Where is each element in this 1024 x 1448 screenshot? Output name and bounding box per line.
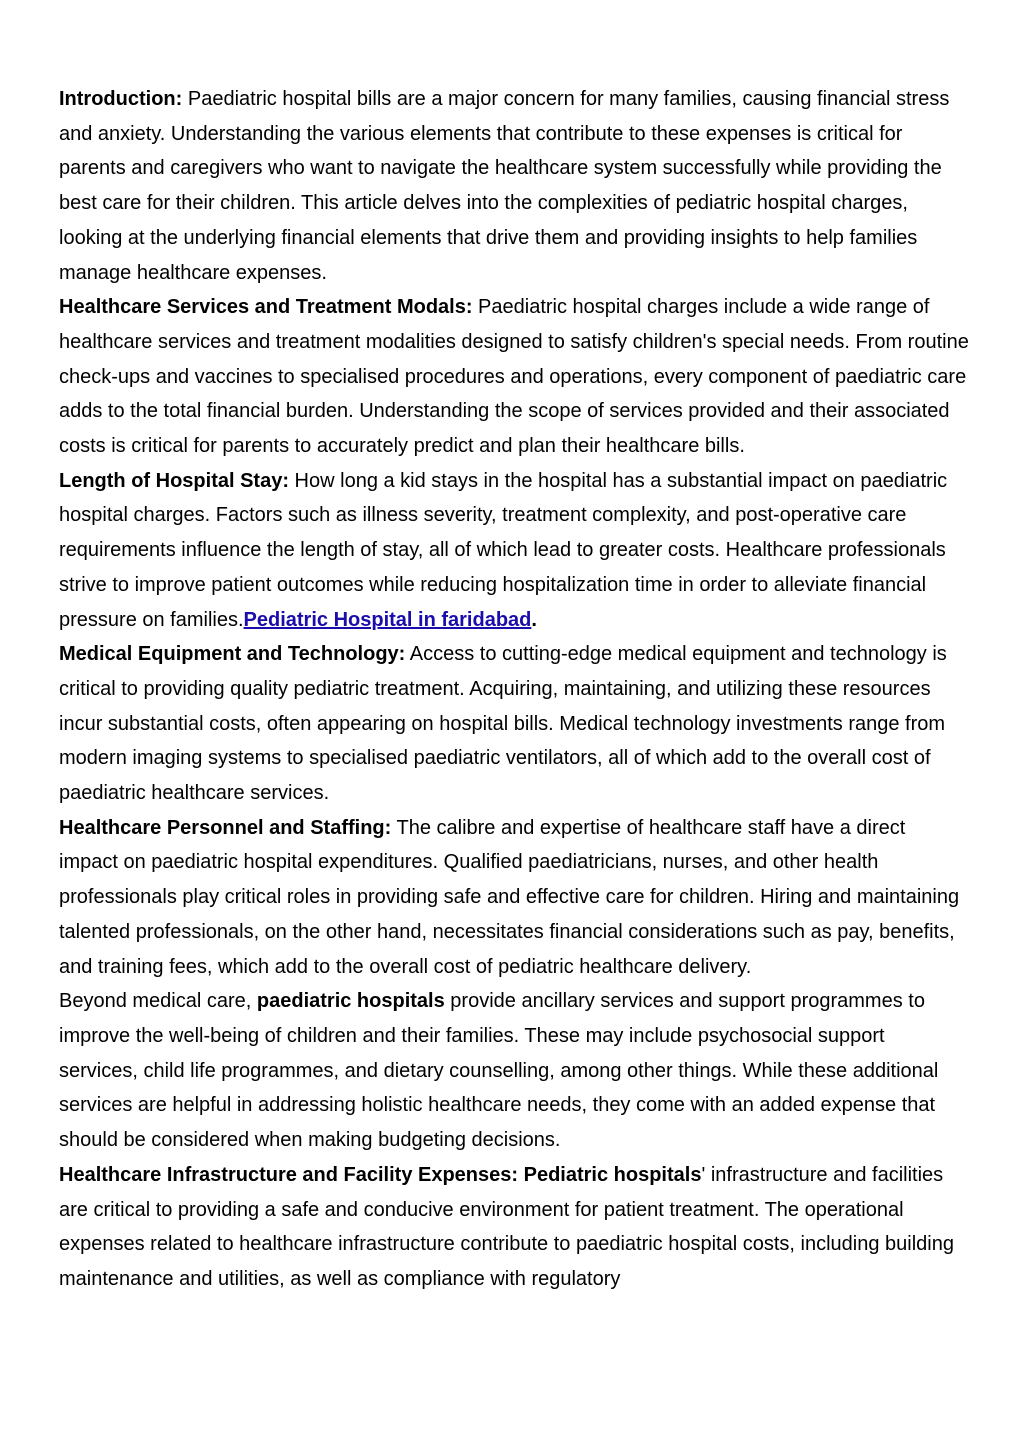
infrastructure-paragraph <box>59 1158 969 1297</box>
equipment-heading: Medical Equipment and Technology: <box>59 643 406 666</box>
infrastructure-heading: Healthcare Infrastructure and Facility Expenses: Pediatric hospitals <box>59 1163 702 1186</box>
ancillary-bold-term: paediatric hospitals <box>256 990 445 1013</box>
infrastructure-text: ' infrastructure and facilities are critical to providing a safe and conducive environment for patient treatment. The operational expenses related to healthcare infrastructure contribute to paediatric hospital costs, including building maintenance and utilities, as well as compliance with regulatory <box>59 1163 954 1290</box>
stay-link-period: . <box>531 608 537 631</box>
pediatric-hospital-link[interactable]: Pediatric Hospital in faridabad <box>243 608 532 631</box>
equipment-paragraph <box>59 637 969 811</box>
intro-text: Paediatric hospital bills are a major concern for many families, causing financial stress and anxiety. Understanding the various elements that contribute to these expenses is critical for parents and caregivers who want to navigate the healthcare system successfully while providing the best care for their children. This article delves into the complexities of pediatric hospital charges, looking at the underlying financial elements that drive them and providing insights to help families manage healthcare expenses. <box>59 88 950 284</box>
personnel-heading: Healthcare Personnel and Staffing: <box>59 816 392 839</box>
services-paragraph <box>59 290 969 464</box>
stay-text: How long a kid stays in the hospital has a substantial impact on paediatric hospital charges. Factors such as illness severity, treatment complexity, and post-operative care requirements influence the length of stay, all of which lead to greater costs. Healthcare professionals strive to improve patient outcomes while reducing hospitalization time in order to alleviate financial pressure on families. <box>59 469 948 631</box>
ancillary-text-after: provide ancillary services and support programmes to improve the well-being of children and their families. These may include psychosocial support services, child life programmes, and dietary counselling, among other things. While these additional services are helpful in addressing holistic healthcare needs, they come with an added expense that should be considered when making budgeting decisions. <box>59 990 939 1152</box>
intro-heading: Introduction: <box>59 88 183 110</box>
ancillary-paragraph <box>59 984 969 1158</box>
personnel-paragraph <box>59 811 969 985</box>
ancillary-text-before: Beyond medical care, <box>59 990 257 1013</box>
document-page <box>59 82 969 1297</box>
services-heading: Healthcare Services and Treatment Modals: <box>59 296 473 319</box>
personnel-text: The calibre and expertise of healthcare staff have a direct impact on paediatric hospital expenditures. Qualified paediatricians, nurses, and other health professionals play critical roles in providing safe and effective care for children. Hiring and maintaining talented professionals, on the other hand, necessitates financial considerations such as pay, benefits, and training fees, which add to the overall cost of pediatric healthcare delivery. <box>59 816 960 978</box>
intro-paragraph <box>59 82 969 290</box>
services-text: Paediatric hospital charges include a wide range of healthcare services and treatment modalities designed to satisfy children's special needs. From routine check-ups and vaccines to specialised procedures and operations, every component of paediatric care adds to the total financial burden. Understanding the scope of services provided and their associated costs is critical for parents to accurately predict and plan their healthcare bills. <box>59 296 969 458</box>
equipment-text: Access to cutting-edge medical equipment and technology is critical to providing quality pediatric treatment. Acquiring, maintaining, and utilizing these resources incur substantial costs, often appearing on hospital bills. Medical technology investments range from modern imaging systems to specialised paediatric ventilators, all of which add to the overall cost of paediatric healthcare services. <box>59 643 947 805</box>
stay-paragraph <box>59 464 969 638</box>
stay-heading: Length of Hospital Stay: <box>59 469 289 492</box>
